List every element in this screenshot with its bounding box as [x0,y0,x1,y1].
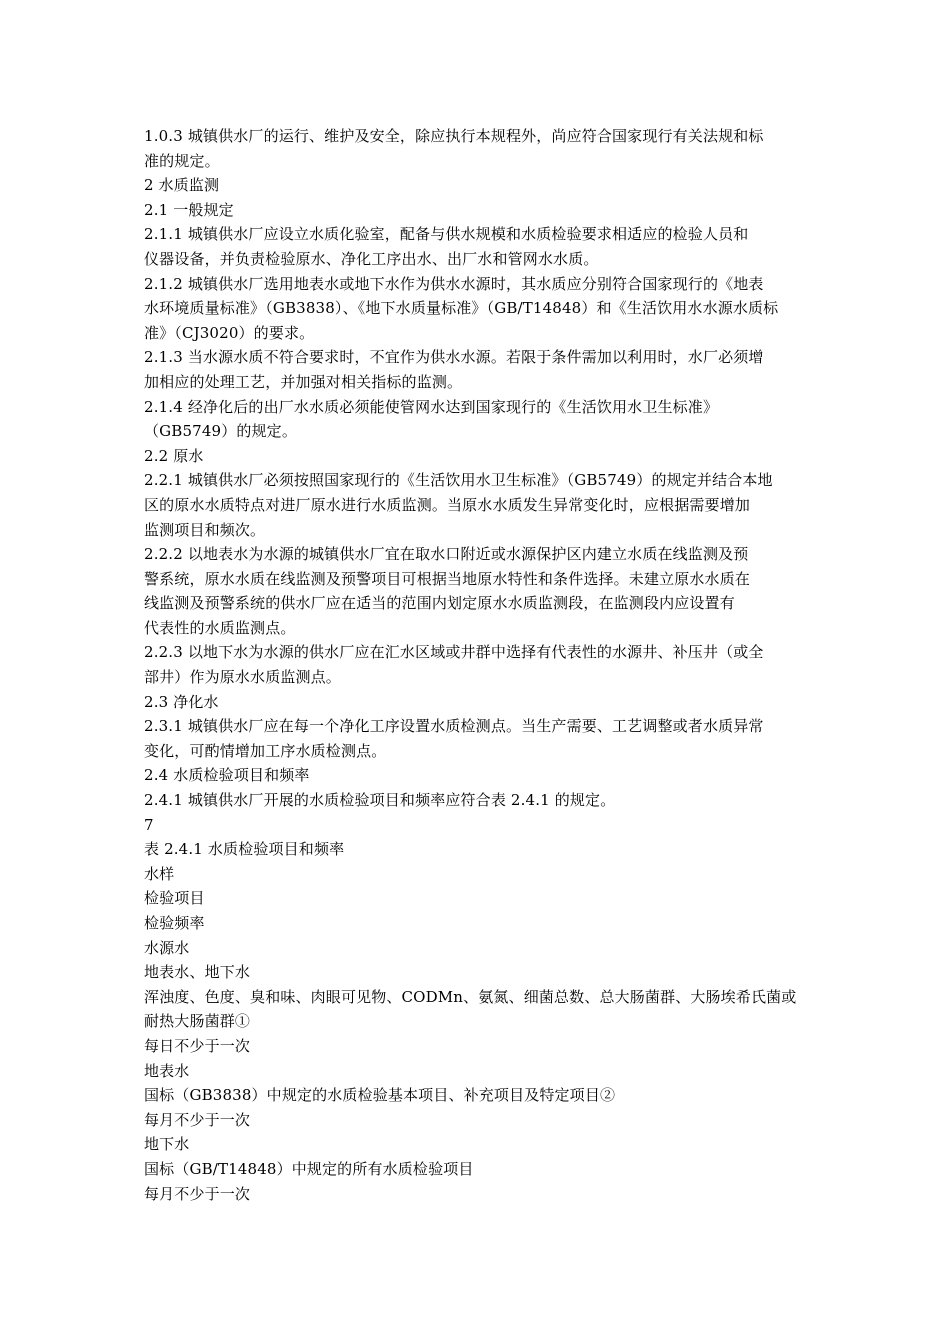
table-cell: 地表水、地下水 [144,963,251,982]
text-line: 警系统，原水水质在线监测及预警项目可根据当地原水特性和条件选择。未建立原水水质在 [144,569,751,588]
text-line: 代表性的水质监测点。 [144,618,296,637]
text-line: 仪器设备，并负责检验原水、净化工序出水、出厂水和管网水水质。 [144,249,599,268]
text-line: 线监测及预警系统的供水厂应在适当的范围内划定原水水质监测段，在监测段内应设置有 [144,594,735,613]
text-line: 2.3.1 城镇供水厂应在每一个净化工序设置水质检测点。当生产需要、工艺调整或者水质异常 [144,717,764,736]
text-line: 2.2.1 城镇供水厂必须按照国家现行的《生活饮用水卫生标准》（GB5749）的规定并结合本地 [144,471,773,490]
subsection-heading: 2.4 水质检验项目和频率 [144,766,310,785]
text-line: 水环境质量标准》（GB3838）、《地下水质量标准》（GB/T14848）和《生活饮用水水源水质标 [144,299,779,318]
text-line: 2.2.3 以地下水为水源的供水厂应在汇水区域或井群中选择有代表性的水源井、补压井（或全 [144,643,764,662]
table-cell: 每月不少于一次 [144,1110,251,1129]
text-line: （GB5749）的规定。 [144,422,297,441]
table-header-cell: 检验项目 [144,889,205,908]
document-page [144,124,812,1206]
text-line: 变化，可酌情增加工序水质检测点。 [144,741,387,760]
text-line: 1.0.3 城镇供水厂的运行、维护及安全，除应执行本规程外，尚应符合国家现行有关法规和标 [144,127,764,145]
table-cell: 每月不少于一次 [144,1184,251,1203]
text-line: 2.4.1 城镇供水厂开展的水质检验项目和频率应符合表 2.4.1 的规定。 [144,791,616,810]
text-line: 2.1.3 当水源水质不符合要求时，不宜作为供水水源。若限于条件需加以利用时，水厂必须增 [144,348,764,367]
table-header-cell: 检验频率 [144,914,205,932]
text-line: 2.1.1 城镇供水厂应设立水质化验室，配备与供水规模和水质检验要求相适应的检验人员和 [144,225,749,244]
subsection-heading: 2.3 净化水 [144,692,219,711]
text-line: 区的原水水质特点对进厂原水进行水质监测。当原水水质发生异常变化时，应根据需要增加 [144,495,751,514]
text-line: 加相应的处理工艺，并加强对相关指标的监测。 [144,372,463,391]
table-cell: 地表水 [144,1061,190,1080]
subsection-heading: 2.2 原水 [144,446,204,465]
table-cell: 每日不少于一次 [144,1036,251,1055]
text-line: 准的规定。 [144,151,220,170]
subsection-heading: 2.1 一般规定 [144,200,234,219]
page-number: 7 [144,815,154,834]
text-line: 准》（CJ3020）的要求。 [144,323,315,342]
table-caption: 表 2.4.1 水质检验项目和频率 [144,840,345,859]
table-cell: 浑浊度、色度、臭和味、肉眼可见物、CODMn、氨氮、细菌总数、总大肠菌群、大肠埃希氏菌或 [144,987,797,1006]
text-line: 2.1.4 经净化后的出厂水水质必须能使管网水达到国家现行的《生活饮用水卫生标准》 [144,397,719,416]
table-cell: 耐热大肠菌群① [144,1012,251,1031]
table-header-cell: 水样 [144,864,175,883]
text-line: 监测项目和频次。 [144,520,266,539]
table-cell: 地下水 [144,1135,190,1154]
section-heading: 2 水质监测 [144,176,220,195]
text-line: 2.1.2 城镇供水厂选用地表水或地下水作为供水水源时，其水质应分别符合国家现行的《地表 [144,274,764,293]
table-cell: 水源水 [144,938,190,957]
text-line: 部井）作为原水水质监测点。 [144,668,341,687]
text-line: 2.2.2 以地表水为水源的城镇供水厂宜在取水口附近或水源保护区内建立水质在线监测及预 [144,545,749,564]
table-cell: 国标（GB/T14848）中规定的所有水质检验项目 [144,1159,474,1178]
table-cell: 国标（GB3838）中规定的水质检验基本项目、补充项目及特定项目② [144,1086,616,1105]
